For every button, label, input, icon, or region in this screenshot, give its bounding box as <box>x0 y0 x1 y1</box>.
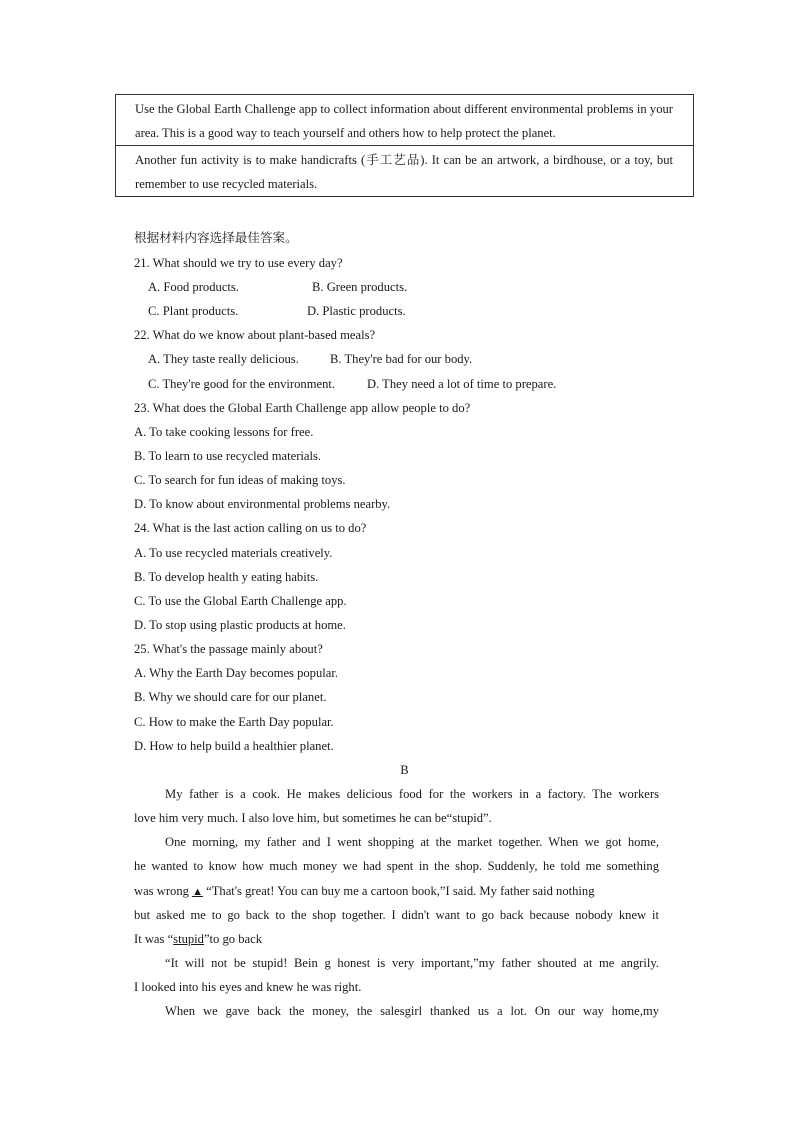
passage-line: he wanted to know how much money we had spent in the shop. Suddenly, he told me something <box>134 859 659 873</box>
option: A. Why the Earth Day becomes popular. <box>134 666 339 680</box>
question-stem: 23. What does the Global Earth Challenge app allow people to do? <box>134 401 471 415</box>
question-stem: 25. What's the passage mainly about? <box>134 642 323 656</box>
option: A. To take cooking lessons for free. <box>134 425 314 439</box>
option: A. They taste really delicious. <box>148 352 299 366</box>
question-stem: 21. What should we try to use every day? <box>134 256 343 270</box>
passage-line: One morning, my father and I went shopping at the market together. When we got home, <box>165 835 659 849</box>
option: C. How to make the Earth Day popular. <box>134 715 334 729</box>
option: C. To search for fun ideas of making toys. <box>134 473 346 487</box>
passage-line: I looked into his eyes and knew he was right. <box>134 980 362 994</box>
underlined-word: stupid <box>173 932 204 946</box>
option: D. They need a lot of time to prepare. <box>367 377 557 391</box>
option: D. To stop using plastic products at home. <box>134 618 346 632</box>
option: D. To know about environmental problems nearby. <box>134 497 391 511</box>
section-label: B <box>400 763 409 777</box>
passage-text: It was “ <box>134 932 174 946</box>
blank-marker: ▲ <box>192 886 203 898</box>
option: B. Why we should care for our planet. <box>134 690 327 704</box>
option: C. Plant products. <box>148 304 239 318</box>
option: C. They're good for the environment. <box>148 377 336 391</box>
question-stem: 24. What is the last action calling on us to do? <box>134 521 367 535</box>
passage-line <box>134 929 262 949</box>
option: C. To use the Global Earth Challenge app. <box>134 594 347 608</box>
instruction: 根据材料内容选择最佳答案。 <box>134 231 298 245</box>
passage-line: My father is a cook. He makes delicious food for the workers in a factory. The workers <box>165 787 659 801</box>
option: B. Green products. <box>312 280 408 294</box>
option: A. To use recycled materials creatively. <box>134 546 333 560</box>
passage-text: “That's great! You can buy me a cartoon book,”I said. My father said nothing <box>206 884 595 898</box>
table-row-handicrafts: Another fun activity is to make handicrafts (手工艺品). It can be an artwork, a birdhouse, or a toy, but remember to use recycled materials. <box>116 145 693 196</box>
passage-text: ”to go back <box>203 932 263 946</box>
passage-text: was wrong <box>134 884 189 898</box>
table-row-app: Use the Global Earth Challenge app to collect information about different environmental problems in your area. This is a good way to teach yourself and others how to help protect the planet. <box>135 102 673 140</box>
info-table <box>115 94 694 197</box>
question-stem: 22. What do we know about plant-based meals? <box>134 328 376 342</box>
option: B. To develop health y eating habits. <box>134 570 319 584</box>
passage-line: “It will not be stupid! Bein g honest is very important,”my father shouted at me angrily. <box>165 956 659 970</box>
passage-line <box>134 881 595 902</box>
passage-line: When we gave back the money, the salesgirl thanked us a lot. On our way home,my <box>165 1004 659 1018</box>
passage-line: love him very much. I also love him, but sometimes he can be“stupid”. <box>134 811 492 825</box>
option: D. Plastic products. <box>307 304 406 318</box>
option: B. To learn to use recycled materials. <box>134 449 322 463</box>
option: B. They're bad for our body. <box>330 352 473 366</box>
option: D. How to help build a healthier planet. <box>134 739 334 753</box>
option: A. Food products. <box>148 280 239 294</box>
passage-line: but asked me to go back to the shop together. I didn't want to go back because nobody knew it <box>134 908 659 922</box>
